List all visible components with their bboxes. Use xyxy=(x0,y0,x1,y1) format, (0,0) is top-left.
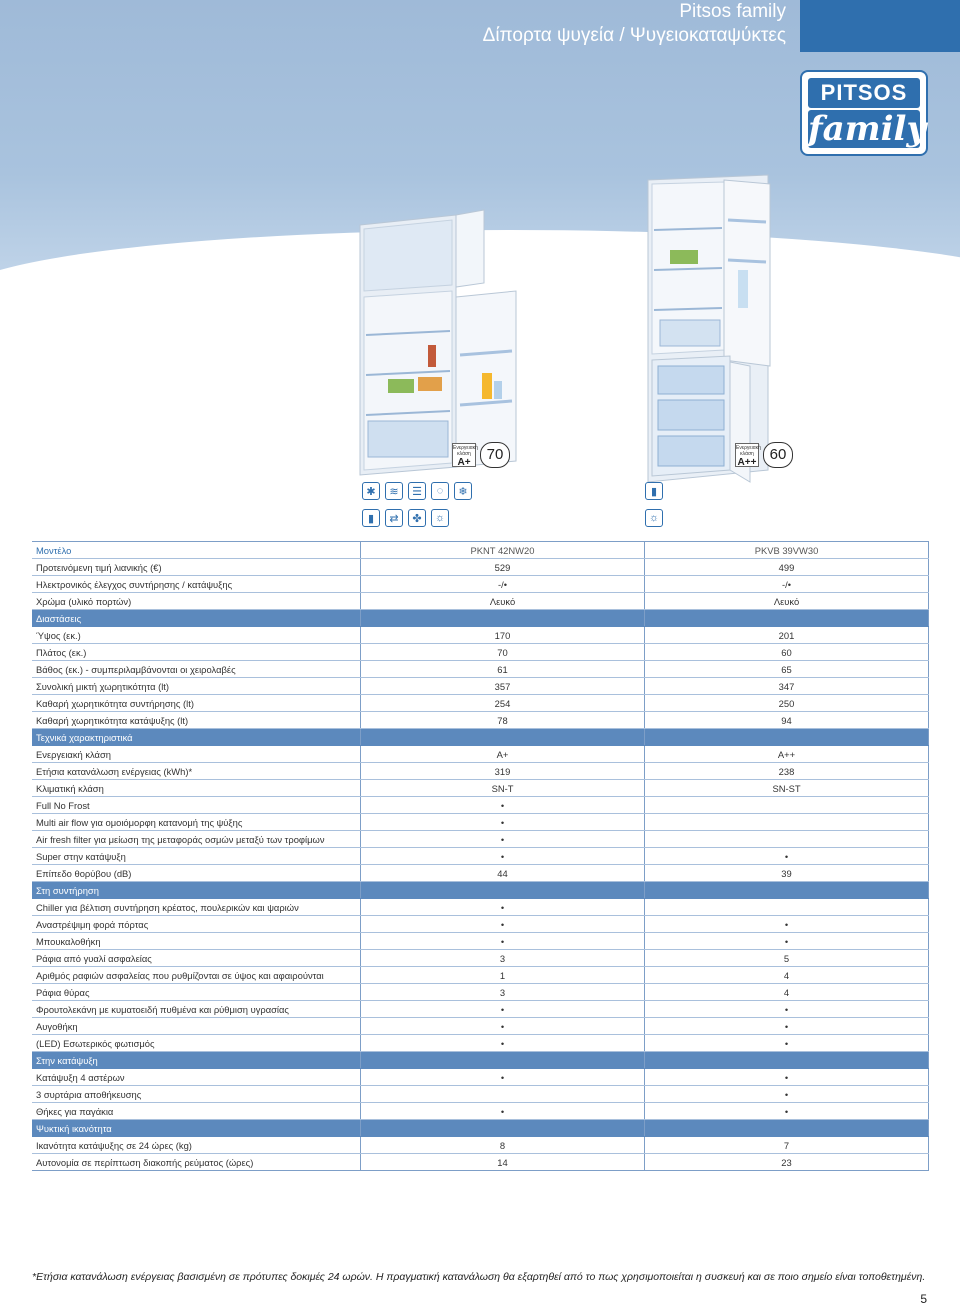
cell-pkvb: • xyxy=(645,1086,929,1103)
cell-label: Air fresh filter για μείωση της μεταφοράς οσμών μεταξύ των τροφίμων xyxy=(32,831,361,848)
cell-label: Ηλεκτρονικός έλεγχος συντήρησης / κατάψυξης xyxy=(32,576,361,593)
cell-pknt: • xyxy=(361,1103,645,1120)
cell-pkvb: PKVB 39VW30 xyxy=(645,542,929,559)
cell-pknt: 61 xyxy=(361,661,645,678)
table-row xyxy=(32,950,929,967)
cell-label: Προτεινόμενη τιμή λιανικής (€) xyxy=(32,559,361,576)
cell-pknt: • xyxy=(361,797,645,814)
cell-pkvb: 4 xyxy=(645,967,929,984)
cell-pkvb: 250 xyxy=(645,695,929,712)
cell-label: 3 συρτάρια αποθήκευσης xyxy=(32,1086,361,1103)
spec-table xyxy=(32,541,929,1171)
cell-pknt xyxy=(361,729,645,746)
cell-label: Full No Frost xyxy=(32,797,361,814)
feature-icons-pkvb-row2 xyxy=(645,509,663,527)
table-row xyxy=(32,763,929,780)
cell-label: Ράφια από γυαλί ασφαλείας xyxy=(32,950,361,967)
cell-pknt: 529 xyxy=(361,559,645,576)
cell-pkvb xyxy=(645,882,929,899)
cell-pknt: • xyxy=(361,848,645,865)
cell-pkvb: • xyxy=(645,1069,929,1086)
table-row xyxy=(32,542,929,559)
cell-pkvb: 499 xyxy=(645,559,929,576)
cell-pknt: • xyxy=(361,1018,645,1035)
table-row xyxy=(32,576,929,593)
table-row xyxy=(32,1137,929,1154)
cell-pkvb: • xyxy=(645,848,929,865)
cell-label: Στην κατάψυξη xyxy=(32,1052,361,1069)
cell-pkvb: 94 xyxy=(645,712,929,729)
cell-pkvb: 39 xyxy=(645,865,929,882)
page-title: Pitsos family xyxy=(679,1,786,22)
table-row xyxy=(32,1086,929,1103)
cell-pknt: SN-T xyxy=(361,780,645,797)
table-row xyxy=(32,712,929,729)
table-row xyxy=(32,797,929,814)
cell-pknt: • xyxy=(361,1069,645,1086)
cell-pknt: • xyxy=(361,814,645,831)
cell-label: Chiller για βέλτιση συντήρηση κρέατος, πουλερικών και ψαριών xyxy=(32,899,361,916)
feature-icons-pknt-row1 xyxy=(362,482,472,500)
energy-class-value: A++ xyxy=(737,457,757,468)
cell-label: Κατάψυξη 4 αστέρων xyxy=(32,1069,361,1086)
feature-icons-pknt-row2 xyxy=(362,509,449,527)
cell-label: Ύψος (εκ.) xyxy=(32,627,361,644)
table-row xyxy=(32,848,929,865)
table-row xyxy=(32,933,929,950)
cell-pkvb: 5 xyxy=(645,950,929,967)
energy-class-box xyxy=(735,443,759,467)
thermometer-icon: ▮ xyxy=(645,482,663,500)
pitsos-family-logo xyxy=(800,70,928,156)
thermometer-icon: ▮ xyxy=(362,509,380,527)
section-row xyxy=(32,882,929,899)
table-row xyxy=(32,1069,929,1086)
cell-pkvb xyxy=(645,729,929,746)
table-row xyxy=(32,1018,929,1035)
feature-icons-pkvb-row1 xyxy=(645,482,663,500)
cell-pkvb: • xyxy=(645,1001,929,1018)
cell-label: Μπουκαλοθήκη xyxy=(32,933,361,950)
no-frost-icon: ✱ xyxy=(362,482,380,500)
fan-icon: ✤ xyxy=(408,509,426,527)
cell-pkvb: SN-ST xyxy=(645,780,929,797)
led-light-icon: ☼ xyxy=(645,509,663,527)
cell-pknt: 78 xyxy=(361,712,645,729)
cell-pknt xyxy=(361,882,645,899)
width-badge: 70 xyxy=(480,442,510,468)
led-light-icon: ☼ xyxy=(431,509,449,527)
cell-pkvb xyxy=(645,814,929,831)
cell-label: Ικανότητα κατάψυξης σε 24 ώρες (kg) xyxy=(32,1137,361,1154)
cell-label: Αριθμός ραφιών ασφαλείας που ρυθμίζονται σε ύψος και αφαιρούνται xyxy=(32,967,361,984)
table-row xyxy=(32,559,929,576)
page-number: 5 xyxy=(920,1292,927,1306)
cell-label: Θήκες για παγάκια xyxy=(32,1103,361,1120)
energy-badge-pkvb xyxy=(735,442,793,468)
cell-label: (LED) Εσωτερικός φωτισμός xyxy=(32,1035,361,1052)
table-row xyxy=(32,1035,929,1052)
cell-pkvb: 60 xyxy=(645,644,929,661)
width-badge: 60 xyxy=(763,442,793,468)
cell-pknt: 70 xyxy=(361,644,645,661)
table-row xyxy=(32,899,929,916)
cell-pknt: 44 xyxy=(361,865,645,882)
cell-pknt: 3 xyxy=(361,950,645,967)
cell-label: Στη συντήρηση xyxy=(32,882,361,899)
table-row xyxy=(32,780,929,797)
cell-pkvb: A++ xyxy=(645,746,929,763)
cell-pknt: 357 xyxy=(361,678,645,695)
cell-label: Συνολική μικτή χωρητικότητα (lt) xyxy=(32,678,361,695)
table-row xyxy=(32,678,929,695)
cell-label: Τεχνικά χαρακτηριστικά xyxy=(32,729,361,746)
cell-label: Κλιματική κλάση xyxy=(32,780,361,797)
cell-label: Ράφια θύρας xyxy=(32,984,361,1001)
cell-pkvb: 201 xyxy=(645,627,929,644)
cell-label: Αυτονομία σε περίπτωση διακοπής ρεύματος (ώρες) xyxy=(32,1154,361,1171)
table-row xyxy=(32,984,929,1001)
cell-pkvb: • xyxy=(645,1018,929,1035)
cell-pknt: 8 xyxy=(361,1137,645,1154)
energy-class-label: Ενεργειακή κλάση xyxy=(736,445,761,457)
cell-pknt: 3 xyxy=(361,984,645,1001)
cell-pkvb: • xyxy=(645,916,929,933)
cell-pkvb: • xyxy=(645,1035,929,1052)
cell-label: Επίπεδο θορύβου (dB) xyxy=(32,865,361,882)
cell-label: Καθαρή χωρητικότητα κατάψυξης (lt) xyxy=(32,712,361,729)
cell-pkvb: • xyxy=(645,933,929,950)
cell-pknt: • xyxy=(361,916,645,933)
cell-pknt: • xyxy=(361,831,645,848)
cell-pknt: 319 xyxy=(361,763,645,780)
cell-label: Αναστρέψιμη φορά πόρτας xyxy=(32,916,361,933)
cell-pkvb xyxy=(645,899,929,916)
cell-pknt: 254 xyxy=(361,695,645,712)
table-row xyxy=(32,967,929,984)
cell-pknt xyxy=(361,1120,645,1137)
cell-label: Ετήσια κατανάλωση ενέργειας (kWh)* xyxy=(32,763,361,780)
cell-pknt: -/• xyxy=(361,576,645,593)
table-row xyxy=(32,1001,929,1018)
cell-pkvb: -/• xyxy=(645,576,929,593)
energy-class-label: Ενεργειακή κλάση xyxy=(453,445,478,457)
cell-label: Πλάτος (εκ.) xyxy=(32,644,361,661)
section-row xyxy=(32,1120,929,1137)
header-accent-band xyxy=(800,0,960,52)
cell-pknt: A+ xyxy=(361,746,645,763)
logo-line: family xyxy=(808,109,927,149)
cell-pkvb: 4 xyxy=(645,984,929,1001)
section-row xyxy=(32,610,929,627)
table-row xyxy=(32,865,929,882)
cell-pkvb xyxy=(645,797,929,814)
energy-class-box xyxy=(452,443,476,467)
table-row xyxy=(32,661,929,678)
super-freeze-icon: ❄ xyxy=(454,482,472,500)
cell-label: Super στην κατάψυξη xyxy=(32,848,361,865)
table-row xyxy=(32,593,929,610)
table-row xyxy=(32,831,929,848)
cell-pknt: 170 xyxy=(361,627,645,644)
multi-airflow-icon: ≋ xyxy=(385,482,403,500)
logo-brand: PITSOS xyxy=(808,78,920,108)
energy-badge-pknt xyxy=(452,442,510,468)
cell-label: Διαστάσεις xyxy=(32,610,361,627)
cell-label: Φρουτολεκάνη με κυματοειδή πυθμένα και ρύθμιση υγρασίας xyxy=(32,1001,361,1018)
cell-pknt xyxy=(361,610,645,627)
cell-label: Βάθος (εκ.) - συμπεριλαμβάνονται οι χειρολαβές xyxy=(32,661,361,678)
cell-pkvb: 7 xyxy=(645,1137,929,1154)
cell-pkvb xyxy=(645,831,929,848)
cell-pknt xyxy=(361,1086,645,1103)
cell-pkvb xyxy=(645,1052,929,1069)
cell-pknt: 14 xyxy=(361,1154,645,1171)
cell-pknt: PKNT 42NW20 xyxy=(361,542,645,559)
cell-pknt xyxy=(361,1052,645,1069)
airfresh-filter-icon: ☰ xyxy=(408,482,426,500)
energy-class-value: A+ xyxy=(457,457,471,468)
table-row xyxy=(32,814,929,831)
cell-label: Χρώμα (υλικό πορτών) xyxy=(32,593,361,610)
cell-pknt: • xyxy=(361,933,645,950)
cell-pkvb: 238 xyxy=(645,763,929,780)
cell-pknt: 1 xyxy=(361,967,645,984)
cell-pknt: • xyxy=(361,899,645,916)
cell-pkvb: 65 xyxy=(645,661,929,678)
spec-table-body xyxy=(32,542,929,1171)
cell-pkvb xyxy=(645,1120,929,1137)
page-title-block xyxy=(483,0,786,48)
cell-pkvb: • xyxy=(645,1103,929,1120)
table-row xyxy=(32,746,929,763)
cell-label: Multi air flow για ομοιόμορφη κατανομή της ψύξης xyxy=(32,814,361,831)
table-row xyxy=(32,1103,929,1120)
footnote: *Ετήσια κατανάλωση ενέργειας βασισμένη σε πρότυπες δοκιμές 24 ωρών. Η πραγματική κατανάλωση θα εξαρτηθεί από το πως χρησιμοποιείται η συσκευή και σε ποιο σημείο είναι τοποθετημένη. xyxy=(32,1271,926,1283)
table-row xyxy=(32,916,929,933)
cell-label: Ενεργειακή κλάση xyxy=(32,746,361,763)
cell-label: Αυγοθήκη xyxy=(32,1018,361,1035)
cell-label: Ψυκτική ικανότητα xyxy=(32,1120,361,1137)
table-row xyxy=(32,627,929,644)
cell-pkvb: Λευκό xyxy=(645,593,929,610)
table-row xyxy=(32,1154,929,1171)
cell-pkvb xyxy=(645,610,929,627)
table-row xyxy=(32,644,929,661)
section-row xyxy=(32,729,929,746)
table-row xyxy=(32,695,929,712)
section-row xyxy=(32,1052,929,1069)
cell-pkvb: 23 xyxy=(645,1154,929,1171)
cell-pknt: • xyxy=(361,1035,645,1052)
page-subtitle: Δίπορτα ψυγεία / Ψυγειοκαταψύκτες xyxy=(482,25,786,46)
cell-pkvb: 347 xyxy=(645,678,929,695)
cell-pknt: • xyxy=(361,1001,645,1018)
cell-pknt: Λευκό xyxy=(361,593,645,610)
cell-label: Καθαρή χωρητικότητα συντήρησης (lt) xyxy=(32,695,361,712)
cell-label: Μοντέλο xyxy=(32,542,361,559)
door-reversible-icon: ⇄ xyxy=(385,509,403,527)
chiller-icon: ◌ xyxy=(431,482,449,500)
